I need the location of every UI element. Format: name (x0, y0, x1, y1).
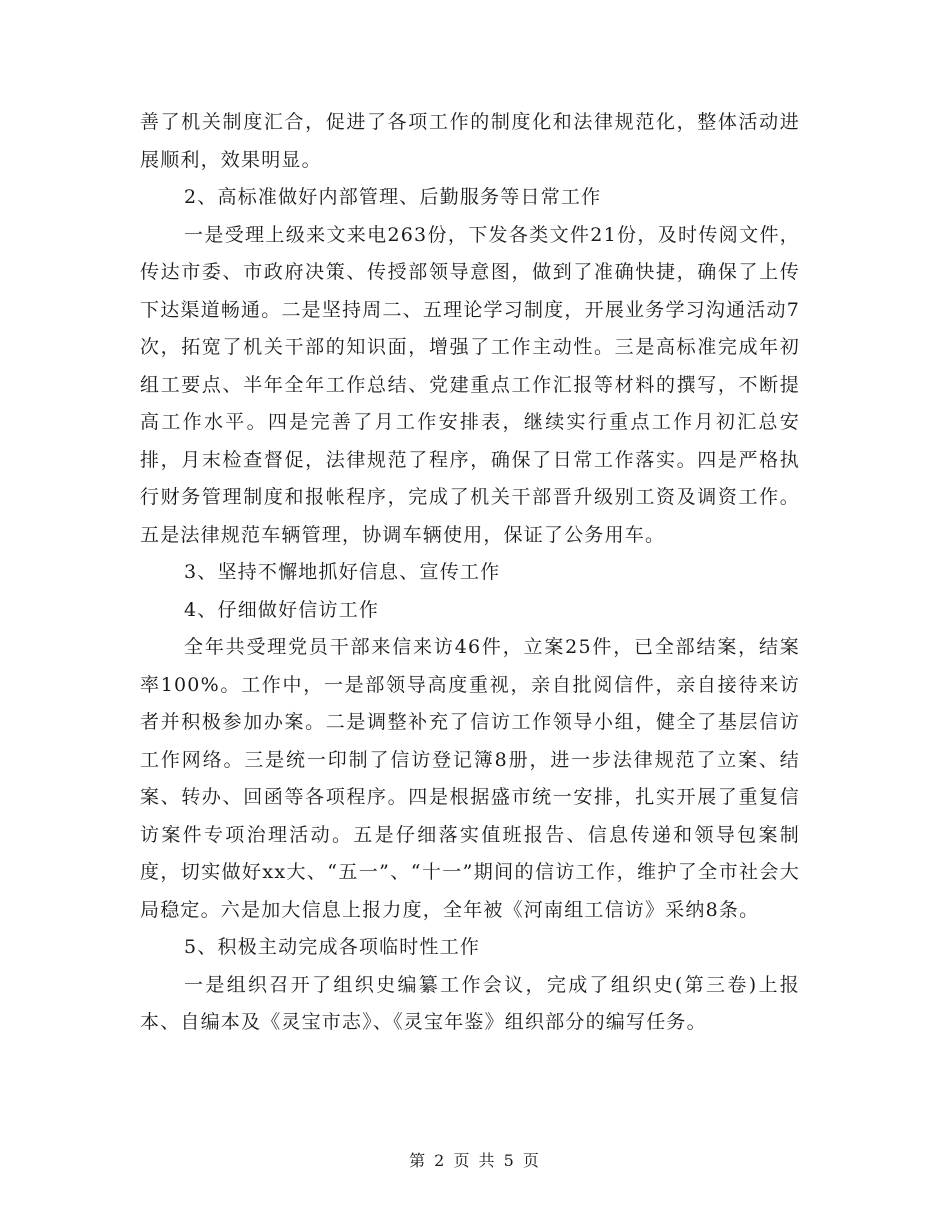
section-heading-3: 3、坚持不懈地抓好信息、宣传工作 (184, 561, 501, 583)
section-heading-5: 5、积极主动完成各项临时性工作 (184, 936, 481, 958)
section-heading-4: 4、仔细做好信访工作 (184, 598, 380, 621)
paragraph-internal-management: 一是受理上级来文来电263份，下发各类文件21份，及时传阅文件，传达市委、市政府决策、传授部领导意图，做到了准确快捷，确保了上传下达渠道畅通。二是坚持周二、五理论学习制度，开展业务学习沟通活动7次，拓宽了机关干部的知识面，增强了工作主动性。三是高标准完成年初组工要点、半年全年工作总结、党建重点工作汇报等材料的撰写，不断提高工作水平。四是完善了月工作安排表，继续实行重点工作月初汇总安排，月末检查督促，法律规范了程序，确保了日常工作落实。四是严格执行财务管理制度和报帐程序，完成了机关干部晋升级别工资及调资工作。五是法律规范车辆管理，协调车辆使用，保证了公务用车。 (140, 223, 800, 546)
paragraph-continuation: 善了机关制度汇合，促进了各项工作的制度化和法律规范化，整体活动进展顺利，效果明显。 (140, 111, 800, 171)
section-heading-2: 2、高标准做好内部管理、后勤服务等日常工作 (184, 186, 602, 208)
paragraph-petition-work: 全年共受理党员干部来信来访46件，立案25件，已全部结案，结案率100%。工作中，一是部领导高度重视，亲自批阅信件，亲自接待来访者并积极参加办案。二是调整补充了信访工作领导小组，健全了基层信访工作网络。三是统一印制了信访登记簿8册，进一步法律规范了立案、结案、转办、回函等各项程序。四是根据盛市统一安排，扎实开展了重复信访案件专项治理活动。五是仔细落实值班报告、信息传递和领导包案制度，切实做好xx大、“五一”、“十一”期间的信访工作，维护了全市社会大局稳定。六是加大信息上报力度，全年被《河南组工信访》采纳8条。 (140, 636, 800, 921)
document-body (140, 104, 800, 1042)
paragraph-temporary-work: 一是组织召开了组织史编纂工作会议，完成了组织史(第三卷)上报本、自编本及《灵宝市志》、《灵宝年鉴》组织部分的编写任务。 (140, 973, 800, 1033)
page-number-footer: 第 2 页 共 5 页 (409, 1151, 541, 1170)
